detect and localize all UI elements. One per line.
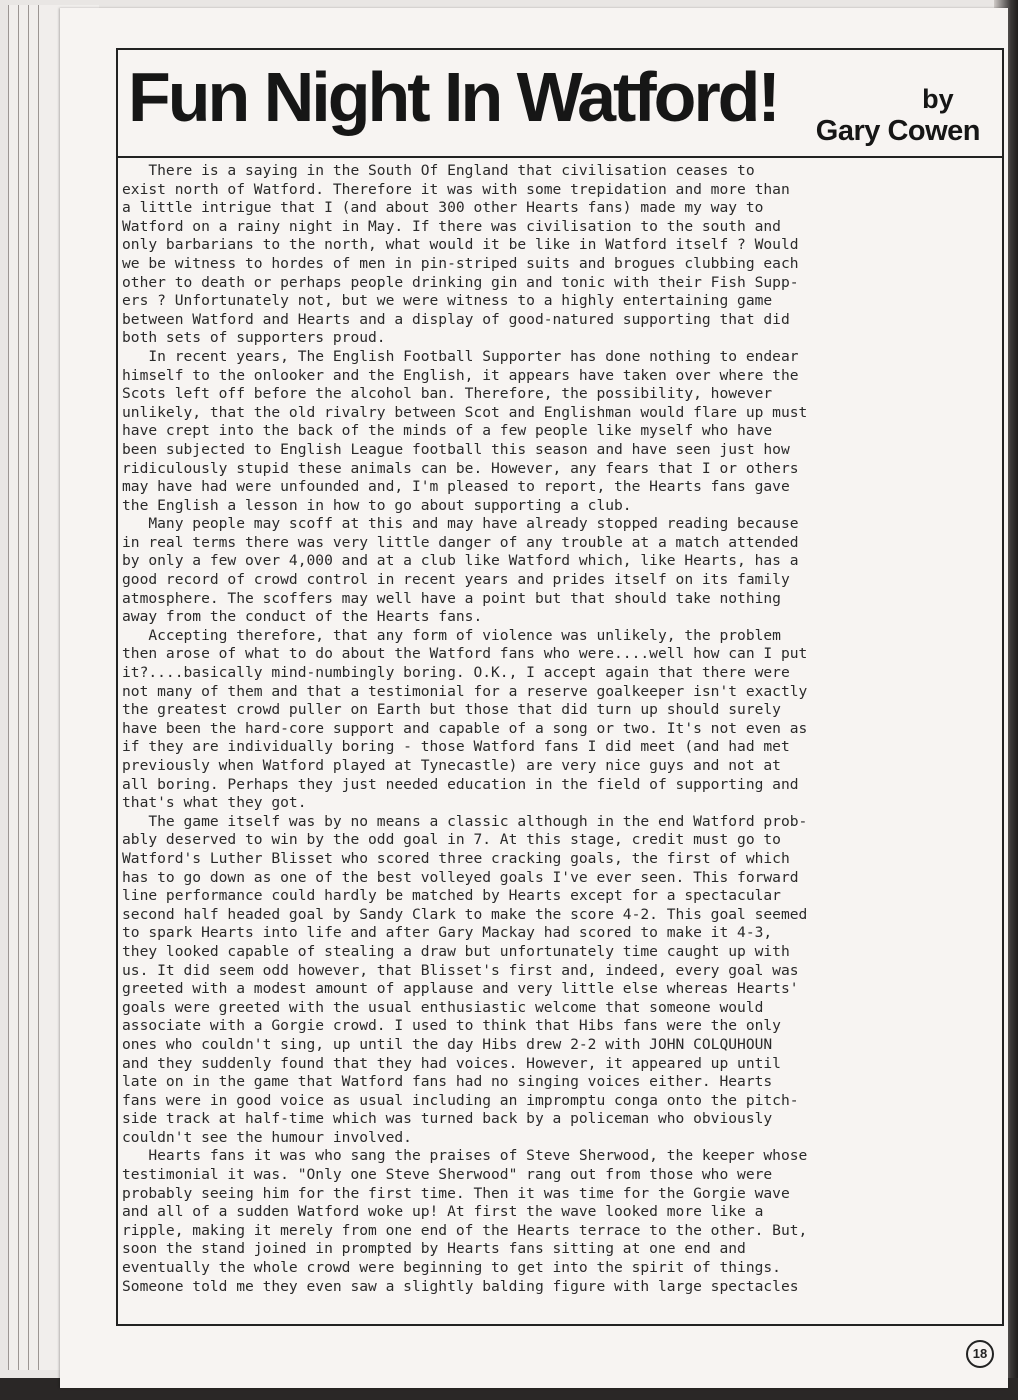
article-line: and they suddenly found that they had voices. However, it appeared up until [122, 1054, 781, 1072]
article-line: Scots left off before the alcohol ban. Therefore, the possibility, however [122, 385, 773, 403]
article-line: testimonial it was. "Only one Steve Sherwood" rang out from those who were [122, 1166, 773, 1184]
article-line: fans were in good voice as usual including an impromptu conga onto the pitch- [122, 1091, 799, 1109]
article-line: The game itself was by no means a classic although in the end Watford prob- [122, 812, 808, 830]
article-frame [116, 48, 1004, 1361]
article-line: In recent years, The English Football Supporter has done nothing to endear [122, 347, 799, 365]
article-line: not many of them and that a testimonial for a reserve goalkeeper isn't exactly [122, 682, 808, 700]
article-line: Someone told me they even saw a slightly balding figure with large spectacles [122, 1277, 799, 1295]
article-line: Watford on a rainy night in May. If there was civilisation to the south and [122, 217, 781, 235]
article-line: soon the stand joined in prompted by Hearts fans sitting at one end and [122, 1240, 746, 1258]
article-line: goals were greeted with the usual enthusiastic welcome that someone would [122, 998, 764, 1016]
article-line: second half headed goal by Sandy Clark to make the score 4-2. This goal seemed [122, 905, 808, 923]
article-title: Fun Night In Watford! [128, 58, 778, 136]
article-line: by only a few over 4,000 and at a club like Watford which, like Hearts, has a [122, 552, 799, 570]
article-line: to spark Hearts into life and after Gary Mackay had scored to make it 4-3, [122, 924, 773, 942]
article-body [122, 162, 1002, 1296]
byline-by: by [922, 84, 954, 114]
article-line: unlikely, that the old rivalry between Scot and Englishman would flare up must [122, 403, 808, 421]
article-line: ones who couldn't sing, up until the day Hibs drew 2-2 with JOHN COLQUHOUN [122, 1035, 773, 1053]
article-line: There is a saying in the South Of England that civilisation ceases to [122, 162, 755, 179]
page-number: 18 [966, 1340, 994, 1368]
article-line: in real terms there was very little danger of any trouble at a match attended [122, 533, 799, 551]
article-line: between Watford and Hearts and a display of good-natured supporting that did [122, 310, 790, 328]
article-line: ably deserved to win by the odd goal in 7. At this stage, credit must go to [122, 831, 781, 849]
article-line: the greatest crowd puller on Earth but those that did turn up should surely [122, 701, 781, 719]
article-line: a little intrigue that I (and about 300 other Hearts fans) made my way to [122, 199, 764, 217]
article-line: previously when Watford played at Tynecastle) are very nice guys and not at [122, 757, 781, 774]
article-line: all boring. Perhaps they just needed education in the field of supporting and [122, 775, 799, 793]
article-line: ridiculously stupid these animals can be. However, any fears that I or others [122, 459, 799, 477]
article-line: exist north of Watford. Therefore it was with some trepidation and more than [122, 180, 790, 198]
article-line: Watford's Luther Blisset who scored three cracking goals, the first of which [122, 849, 790, 867]
article-line: line performance could hardly be matched by Hearts except for a spectacular [122, 887, 781, 905]
article-line: himself to the onlooker and the English, it appears have taken over where the [122, 366, 799, 384]
article-line: and all of a sudden Watford woke up! At first the wave looked more like a [122, 1203, 764, 1221]
article-line: late on in the game that Watford fans had no singing voices either. Hearts [122, 1073, 773, 1091]
article-line: probably seeing him for the first time. Then it was time for the Gorgie wave [122, 1184, 790, 1202]
article-line: if they are individually boring - those Watford fans I did meet (and had met [122, 738, 790, 756]
article-line: both sets of supporters proud. [122, 329, 386, 347]
article-line: side track at half-time which was turned back by a policeman who obviously [122, 1110, 773, 1128]
article-line: then arose of what to do about the Watford fans who were....well how can I put [122, 645, 808, 663]
article-line: that's what they got. [122, 794, 307, 812]
article-line: atmosphere. The scoffers may well have a point but that should take nothing [122, 589, 781, 607]
article-line: away from the conduct of the Hearts fans. [122, 608, 483, 626]
article-line: couldn't see the humour involved. [122, 1128, 412, 1146]
article-line: greeted with a modest amount of applause and very little else whereas Hearts' [122, 980, 799, 998]
article-header [118, 50, 1002, 158]
article-line: been subjected to English League football this season and have seen just how [122, 440, 790, 458]
byline [816, 86, 980, 146]
article-line: us. It did seem odd however, that Blisset's first and, indeed, every goal was [122, 961, 799, 979]
article-line: has to go down as one of the best volleyed goals I've ever seen. This forward [122, 868, 799, 886]
article-line: eventually the whole crowd were beginning to get into the spirit of things. [122, 1259, 781, 1277]
article-line: may have had were unfounded and, I'm pleased to report, the Hearts fans gave [122, 478, 790, 496]
article-line: have been the hard-core support and capable of a song or two. It's not even as [122, 719, 808, 737]
article-line: have crept into the back of the minds of a few people like myself who have [122, 422, 773, 440]
article-line: ers ? Unfortunately not, but we were witness to a highly entertaining game [122, 292, 773, 310]
article-line: they looked capable of stealing a draw but unfortunately time caught up with [122, 942, 790, 960]
article-line: Accepting therefore, that any form of violence was unlikely, the problem [122, 626, 781, 644]
article-line: only barbarians to the north, what would it be like in Watford itself ? Would [122, 236, 799, 254]
article-line: it?....basically mind-numbingly boring. O.K., I accept again that there were [122, 664, 790, 682]
article-line: other to death or perhaps people drinking gin and tonic with their Fish Supp- [122, 273, 799, 291]
article-line: Hearts fans it was who sang the praises of Steve Sherwood, the keeper whose [122, 1147, 808, 1165]
article-line: the English a lesson in how to go about supporting a club. [122, 496, 632, 514]
article-line: good record of crowd control in recent years and prides itself on its family [122, 571, 790, 589]
article-line: associate with a Gorgie crowd. I used to think that Hibs fans were the only [122, 1017, 781, 1035]
article-line: Many people may scoff at this and may have already stopped reading because [122, 515, 799, 533]
article-line: we be witness to hordes of men in pin-striped suits and brogues clubbing each [122, 254, 799, 272]
author-name: Gary Cowen [815, 115, 980, 147]
article-line: ripple, making it merely from one end of the Hearts terrace to the other. But, [122, 1221, 808, 1239]
